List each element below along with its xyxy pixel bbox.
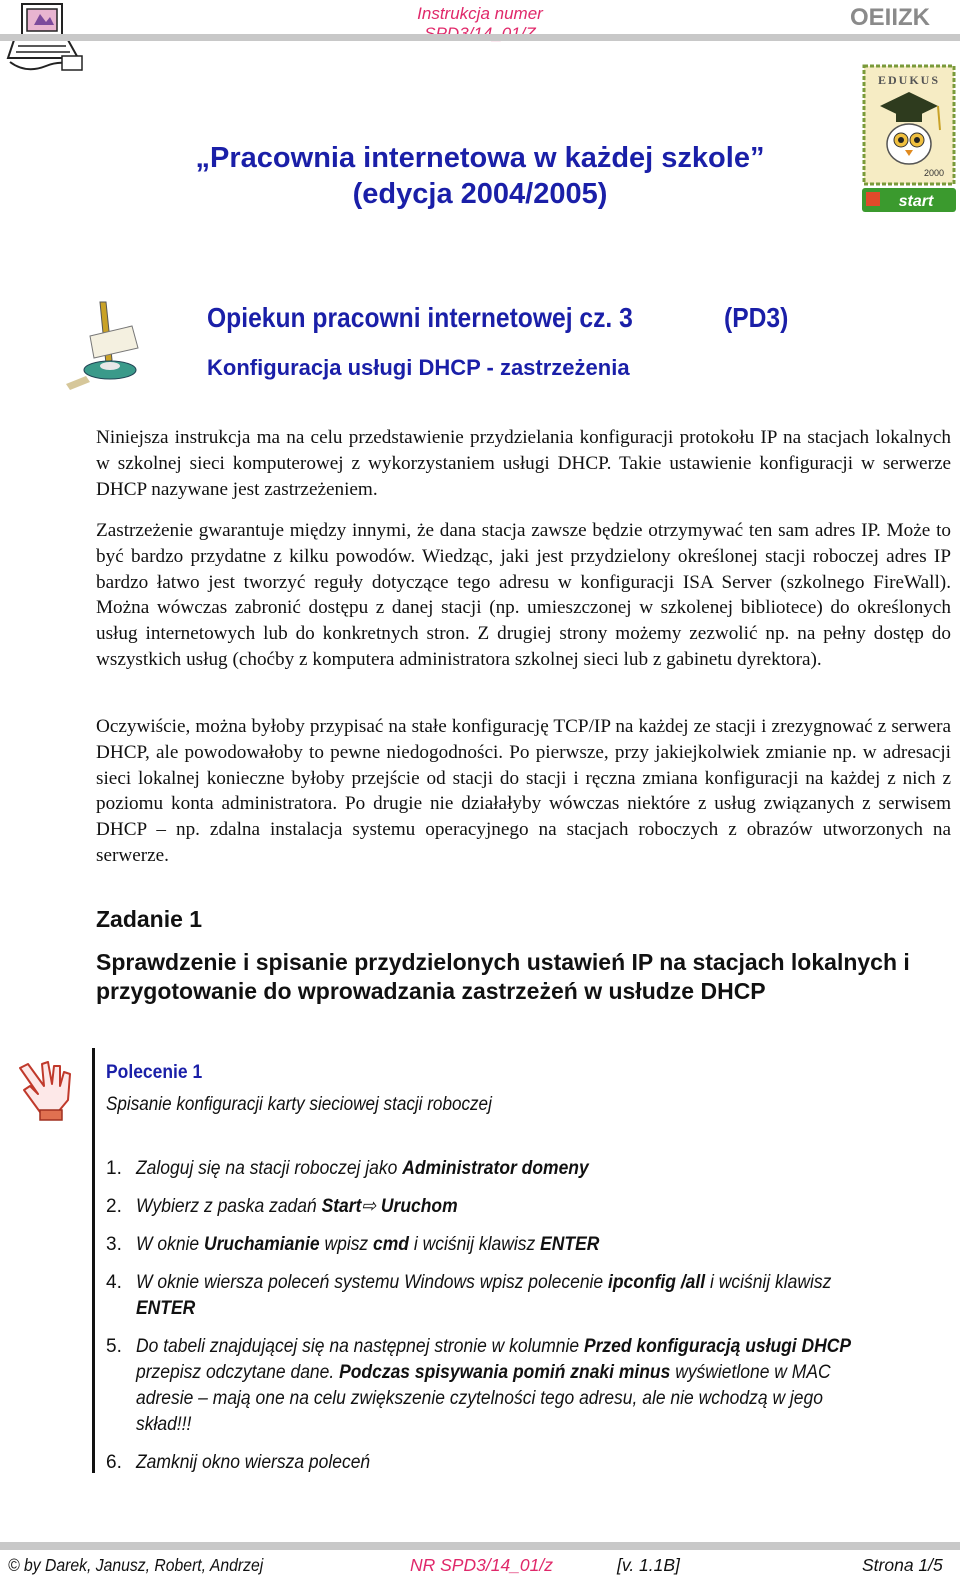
step-text xyxy=(136,1450,881,1476)
step-text-bold: Start xyxy=(321,1196,362,1217)
list-item xyxy=(106,1232,946,1258)
step-text-part: W oknie xyxy=(136,1234,205,1255)
list-item xyxy=(106,1270,946,1322)
step-number: 1. xyxy=(106,1158,122,1179)
intro-paragraph: Niniejsza instrukcja ma na celu przedstawienie przydzielania konfiguracji protokołu IP na stacjach lokalnych w szkolnej sieci komputerowej z wykorzystaniem usługi DHCP. Takie ustawienie konfiguracji w serwerze DHCP nazywane jest zastrzeżeniem. xyxy=(96,427,951,500)
step-text-bold: Przed konfiguracją usługi DHCP xyxy=(583,1336,852,1357)
step-text-part: przepisz odczytane dane. xyxy=(136,1362,340,1383)
footer-page-number: Strona 1/5 xyxy=(862,1555,943,1575)
step-number: 6. xyxy=(106,1452,122,1473)
pointing-hand-icon xyxy=(14,1056,80,1124)
edukus-logo-icon xyxy=(862,64,956,214)
oeiizk-logo-icon xyxy=(848,2,954,30)
header-rule xyxy=(0,34,960,41)
page-title-line2: (edycja 2004/2005) xyxy=(352,178,608,210)
task-label: Zadanie 1 xyxy=(96,906,203,932)
footer-rule xyxy=(0,1542,960,1550)
pen-document-icon xyxy=(60,296,160,396)
step-number: 5. xyxy=(106,1336,122,1357)
step-number: 2. xyxy=(106,1196,122,1217)
edukus-text: EDUKUS xyxy=(877,73,941,87)
static-config-paragraph: Oczywiście, można byłoby przypisać na stałe konfigurację TCP/IP na każdej ze stacji i zrezygnować z serwera DHCP, ale powodowałoby to pewne niedogodności. Po pierwsze, przy jakiejkolwiek zmianie np. w adresacji sieci lokalnej konieczne byłoby przejście od stacji do stacji i ręczna zmiana konfiguracji na każdej z nich z poziomu konta administratora. Po drugie nie działałyby wówczas niektóre z usług związanych z serwisem DHCP – np. zdalna instalacja systemu operacyjnego na stacjach roboczych z obrazów utworzonych na serwerze. xyxy=(96,716,951,866)
step-text-part: W oknie wiersza poleceń systemu Windows wpisz polecenie xyxy=(136,1272,609,1293)
step-text-part: wyświetlone w MAC adresie – mają one na celu zwiększenie czytelności tego adresu, ale nie wchodzą w jego skład!!! xyxy=(136,1362,831,1435)
steps-list xyxy=(106,1156,946,1488)
edukus-year: 2000 xyxy=(923,168,945,178)
footer-version: [v. 1.1B] xyxy=(617,1555,680,1575)
step-text xyxy=(136,1270,881,1322)
edukus-start-text: start xyxy=(898,193,934,210)
task-title: Sprawdzenie i spisanie przydzielonych ustawień IP na stacjach lokalnych i przygotowanie do wprowadzania zastrzeżeń w usłudze DHCP xyxy=(96,949,910,1004)
step-text-bold: ENTER xyxy=(540,1234,600,1255)
list-item xyxy=(106,1194,946,1220)
footer-doc-number: NR SPD3/14_01/z xyxy=(410,1555,553,1575)
step-text-part: Do tabeli znajdującej się na następnej stronie w kolumnie xyxy=(136,1336,584,1357)
step-text-part: Zamknij okno wiersza poleceń xyxy=(136,1452,371,1473)
subtitle-line2: Konfiguracja usługi DHCP - zastrzeżenia xyxy=(207,355,630,380)
command-vertical-rule xyxy=(92,1048,95,1473)
step-text-bold: Uruchom xyxy=(376,1196,458,1217)
step-number: 4. xyxy=(106,1272,122,1293)
step-text xyxy=(136,1194,881,1220)
step-number: 3. xyxy=(106,1234,122,1255)
step-text xyxy=(136,1232,881,1258)
list-item xyxy=(106,1450,946,1476)
step-text-part: wpisz xyxy=(319,1234,374,1255)
arrow-right-icon: ⇨ xyxy=(361,1196,377,1217)
step-text-part: i wciśnij klawisz xyxy=(705,1272,832,1293)
step-text xyxy=(136,1156,881,1182)
list-item xyxy=(106,1156,946,1182)
command-label: Polecenie 1 xyxy=(106,1062,203,1083)
subtitle-code: (PD3) xyxy=(724,302,789,333)
footer-authors: © by Darek, Janusz, Robert, Andrzej xyxy=(8,1555,264,1575)
document-id-header: Instrukcja numer xyxy=(417,4,543,23)
step-text-bold: Uruchamianie xyxy=(204,1234,320,1255)
step-text-bold: ipconfig /all xyxy=(608,1272,706,1293)
step-text-part: Wybierz z paska zadań xyxy=(136,1196,322,1217)
step-text-bold: Podczas spisywania pomiń znaki minus xyxy=(339,1362,671,1383)
list-item xyxy=(106,1334,946,1438)
reservation-paragraph: Zastrzeżenie gwarantuje między innymi, że dana stacja zawsze będzie otrzymywać ten sam adres IP. Może to być bardzo przydatne z kilku powodów. Wiedząc, jaki jest przydzielony określonej stacji roboczej adres IP bardzo łatwo jest tworzyć reguły dotyczące tego adresu w konfiguracji ISA Server (szkolnego FireWall). Można wówczas zabronić dostępu z danej stacji (np. umieszczonej w szkolenej bibliotece) do określonych usług internetowych lub do konkretnych stron. Z drugiej strony możemy zezwolić np. na pełny dostęp do wszystkich usług (choćby z komputera administratora szkolnej sieci lub z gabinetu dyrektora). xyxy=(96,520,951,670)
step-text-part: i wciśnij klawisz xyxy=(408,1234,541,1255)
page-title-line1: „Pracownia internetowa w każdej szkole” xyxy=(195,142,765,174)
command-description: Spisanie konfiguracji karty sieciowej stacji roboczej xyxy=(106,1094,492,1115)
step-text-part: Zaloguj się na stacji roboczej jako xyxy=(136,1158,403,1179)
subtitle-line1: Opiekun pracowni internetowej cz. 3 xyxy=(207,302,633,333)
step-text-bold: Administrator domeny xyxy=(402,1158,589,1179)
step-text-bold: ENTER xyxy=(136,1298,196,1319)
step-text xyxy=(136,1334,881,1438)
oeiizk-logo-text: OEIIZK xyxy=(850,4,931,30)
step-text-bold: cmd xyxy=(373,1234,409,1255)
